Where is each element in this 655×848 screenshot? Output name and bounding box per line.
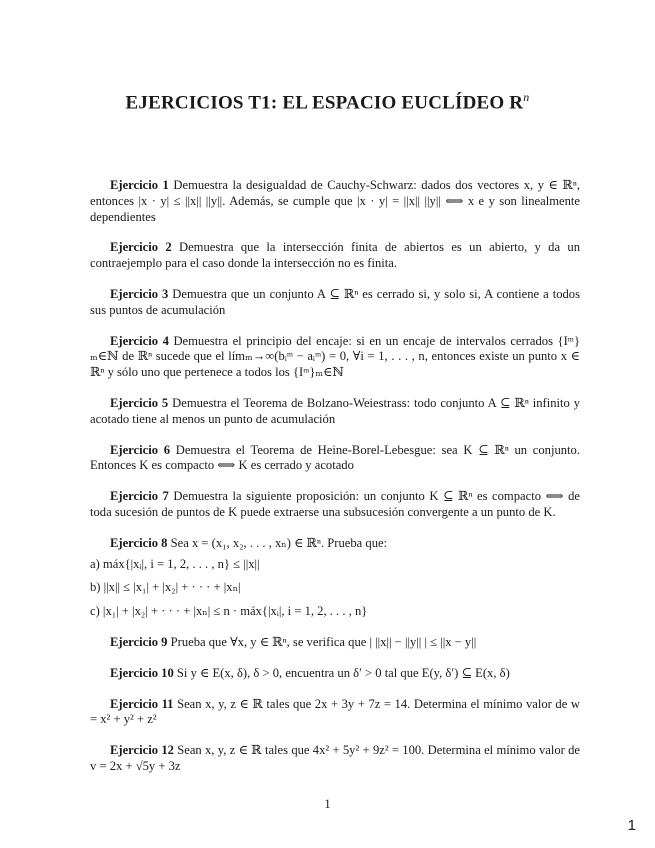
list-item: b) ||x|| ≤ |x₁| + |x₂| + · · · + |xₙ| (90, 580, 241, 595)
exercise-text: Demuestra que un conjunto A ⊆ ℝⁿ es cerrado si, y solo si, A contiene a todos sus puntos de acumulación (90, 286, 580, 317)
exercise-9 (90, 635, 580, 651)
exercise-text: Sean x, y, z ∈ ℝ tales que 2x + 3y + 7z = 14. Determina el mínimo valor de w = x² + y² + z² (90, 696, 580, 727)
exercise-label: Ejercicio 7 (110, 489, 169, 504)
exercise-6 (90, 443, 580, 475)
exercise-label: Ejercicio 6 (110, 442, 171, 457)
exercise-label: Ejercicio 2 (110, 240, 172, 255)
exercise-text: Prueba que ∀x, y ∈ ℝⁿ, se verifica que | ||x|| − ||y|| | ≤ ||x − y|| (170, 634, 477, 649)
page-number: 1 (324, 797, 331, 811)
exercise-label: Ejercicio 5 (110, 395, 169, 410)
exercise-label: Ejercicio 11 (110, 696, 174, 711)
exercise-1 (90, 178, 580, 225)
exercise-8 (90, 536, 580, 552)
exercise-text: Demuestra la siguiente proposición: un conjunto K ⊆ ℝⁿ es compacto ⟺ de toda sucesión de puntos de K puede extraerse una subsucesión convergente a un punto de K. (90, 489, 581, 519)
exercise-label: Ejercicio 10 (110, 665, 174, 680)
exercise-label: Ejercicio 3 (110, 286, 169, 301)
exercise-list (90, 178, 580, 775)
exercise-label: Ejercicio 12 (110, 743, 174, 758)
exercise-8-items (90, 557, 580, 620)
exercise-11 (90, 697, 580, 729)
exercise-2 (90, 240, 580, 272)
exercise-text: Demuestra el principio del encaje: si en un encaje de intervalos cerrados {Iᵐ}ₘ∈ℕ de ℝⁿ sucede que el límₘ→∞(bᵢᵐ − aᵢᵐ) = 0, ∀i = 1, . . . , n, entonces existe un punto x ∈ ℝⁿ y sólo uno que pertenece a todos los {Iᵐ}ₘ∈ℕ (90, 333, 580, 380)
exercise-text: Si y ∈ E(x, δ), δ > 0, encuentra un δ′ > 0 tal que E(y, δ′) ⊆ E(x, δ) (176, 665, 510, 680)
exercise-text: Sea x = (x₁, x₂, . . . , xₙ) ∈ ℝⁿ. Prueba que: (170, 535, 388, 550)
exercise-3 (90, 287, 580, 319)
exercise-12 (90, 743, 580, 775)
exercise-10 (90, 666, 580, 682)
exercise-label: Ejercicio 9 (110, 634, 168, 649)
exercise-text: Demuestra que la intersección finita de abiertos es un abierto, y da un contraejemplo para el caso donde la intersección no es finita. (90, 240, 580, 271)
exercise-label: Ejercicio 1 (110, 178, 169, 192)
exercise-5 (90, 396, 580, 428)
page-title: EJERCICIOS T1: EL ESPACIO EUCLÍDEO $R^n$ (125, 90, 530, 114)
exercise-text: Demuestra la desigualdad de Cauchy-Schwarz: dados dos vectores x, y ∈ ℝⁿ, entonces |x · y| ≤ ||x|| ||y||. Además, se cumple que |x · y| = ||x|| ||y|| ⟺ x e y son linealmente dependientes (90, 178, 581, 224)
exercise-text: Sean x, y, z ∈ ℝ tales que 4x² + 5y² + 9z² = 100. Determina el mínimo valor de v = 2x + √5y + 3z (90, 743, 581, 773)
exercise-label: Ejercicio 8 (110, 535, 168, 550)
exercise-text: Demuestra el Teorema de Bolzano-Weiestrass: todo conjunto A ⊆ ℝⁿ infinito y acotado tiene al menos un punto de acumulación (90, 395, 580, 426)
exercise-label: Ejercicio 4 (110, 333, 169, 348)
list-item: c) |x₁| + |x₂| + · · · + |xₙ| ≤ n · máx{|xᵢ|, i = 1, 2, . . . , n} (90, 604, 368, 619)
exercise-4 (90, 334, 580, 381)
exercise-7 (90, 489, 580, 521)
list-item: a) máx{|xᵢ|, i = 1, 2, . . . , n} ≤ ||x|| (90, 556, 260, 571)
corner-page-indicator: 1 (627, 817, 636, 834)
exercise-text: Demuestra el Teorema de Heine-Borel-Lebesgue: sea K ⊆ ℝⁿ un conjunto. Entonces K es compacto ⟺ K es cerrado y acotado (90, 442, 580, 473)
